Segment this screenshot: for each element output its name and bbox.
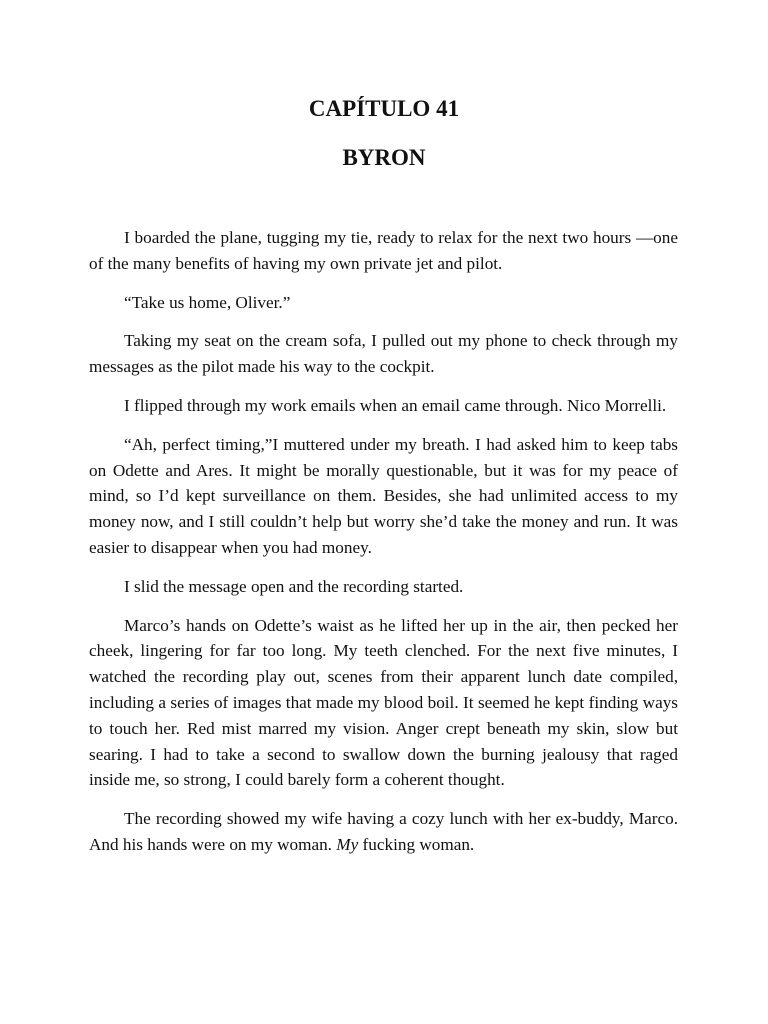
paragraph: “Ah, perfect timing,”I muttered under my breath. I had asked him to keep tabs on Odette and Ares. It might be morally questionable, but it was for my peace of mind, so I’d kept surveillance on them. Besides, she had unlimited access to my money now, and I still couldn’t help but worry she’d take the money and run. It was easier to disappear when you had money. (89, 434, 678, 557)
paragraph: I slid the message open and the recording started. (124, 576, 464, 596)
paragraph: I flipped through my work emails when an email came through. Nico Morrelli. (124, 395, 667, 415)
chapter-title: CAPÍTULO 41 (308, 96, 460, 121)
paragraph-text: fucking woman. (358, 834, 475, 854)
paragraph: I boarded the plane, tugging my tie, ready to relax for the next two hours —one of the many benefits of having my own private jet and pilot. (89, 228, 678, 273)
emphasis-text: My (336, 834, 359, 854)
chapter-name: BYRON (342, 145, 426, 170)
paragraph: “Take us home, Oliver.” (124, 292, 291, 312)
chapter-body (89, 225, 678, 871)
paragraph (89, 806, 678, 858)
paragraph: Taking my seat on the cream sofa, I pulled out my phone to check through my messages as the pilot made his way to the cockpit. (89, 331, 678, 377)
paragraph-text: The recording showed my wife having a cozy lunch with her ex-buddy, Marco. And his hands were on my woman. (89, 809, 678, 854)
paragraph: Marco’s hands on Odette’s waist as he lifted her up in the air, then pecked her cheek, lingering for far too long. My teeth clenched. For the next five minutes, I watched the recording play out, scenes from their apparent lunch date compiled, including a series of images that made my blood boil. It seemed he kept finding ways to touch her. Red mist marred my vision. Anger crept beneath my skin, slow but searing. I had to take a second to swallow down the burning jealousy that raged inside me, so strong, I could barely form a coherent thought. (89, 615, 678, 790)
